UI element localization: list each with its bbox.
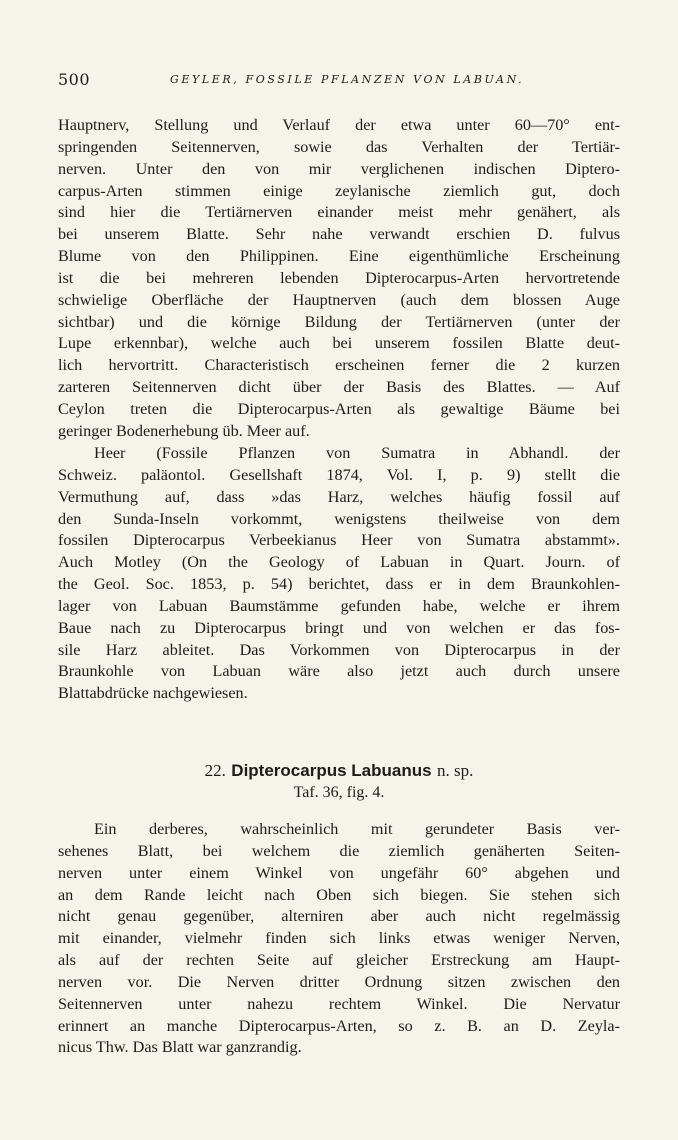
section-heading	[0, 760, 678, 782]
text-line: fossilen Dipterocarpus Verbeekianus Heer von Sumatra abstammt».	[58, 531, 620, 550]
text-line: bei unserem Blatte. Sehr nahe verwandt erschien D. fulvus	[58, 225, 620, 244]
text-line: Lupe erkennbar), welche auch bei unserem fossilen Blatte deut-	[58, 334, 620, 353]
text-line: Blume von den Philippinen. Eine eigenthümliche Erscheinung	[58, 247, 620, 266]
plate-reference: Taf. 36, fig. 4.	[293, 784, 385, 801]
text-line: nerven vor. Die Nerven dritter Ordnung sitzen zwischen den	[58, 972, 620, 991]
text-line: zarteren Seitennerven dicht über der Basis des Blattes. — Auf	[58, 378, 620, 397]
text-line: Hauptnerv, Stellung und Verlauf der etwa unter 60—70° ent-	[58, 116, 620, 134]
text-line: the Geol. Soc. 1853, p. 54) berichtet, dass er in dem Braunkohlen-	[58, 575, 620, 594]
species-name: Dipterocarpus Labuanus	[231, 761, 432, 780]
text-line: Baue nach zu Dipterocarpus bringt und von welchen er das fos-	[58, 618, 620, 637]
running-head: GEYLER, FOSSILE PFLANZEN VON LABUAN.	[170, 73, 525, 86]
text-line: nicht genau gegenüber, alterniren aber auch nicht regelmässig	[58, 907, 620, 926]
text-line: Ein derberes, wahrscheinlich mit gerundeter Basis ver-	[94, 820, 620, 838]
text-line: ist die bei mehreren lebenden Dipterocarpus-Arten hervortretende	[58, 268, 620, 287]
text-line: schwielige Oberfläche der Hauptnerven (auch dem blossen Auge	[58, 290, 620, 309]
text-line: Vermuthung auf, dass »das Harz, welches häufig fossil auf	[58, 487, 620, 506]
text-line: Seitennerven unter nahezu rechtem Winkel. Die Nervatur	[58, 994, 620, 1013]
text-line: den Sunda-Inseln vorkommt, wenigstens theilweise von dem	[58, 509, 620, 528]
species-author: n. sp.	[436, 761, 474, 780]
paragraph-2	[58, 443, 620, 705]
text-line: carpus-Arten stimmen einige zeylanische ziemlich gut, doch	[58, 181, 620, 200]
text-line: erinnert an manche Dipterocarpus-Arten, so z. B. an D. Zeyla-	[58, 1016, 620, 1035]
page-number: 500	[58, 70, 91, 89]
text-line: geringer Bodenerhebung üb. Meer auf.	[58, 421, 310, 440]
text-line: springenden Seitennerven, sowie das Verhalten der Tertiär-	[58, 137, 620, 156]
text-line: nerven. Unter den von mir verglichenen indischen Diptero-	[58, 159, 620, 178]
text-line: mit einander, vielmehr finden sich links etwas weniger Nerven,	[58, 929, 620, 948]
text-line: Auch Motley (On the Geology of Labuan in Quart. Journ. of	[58, 553, 620, 572]
text-line: sichtbar) und die körnige Bildung der Tertiärnerven (unter der	[58, 312, 620, 331]
text-line: Braunkohle von Labuan wäre also jetzt auch durch unsere	[58, 662, 620, 681]
page-header	[58, 70, 626, 92]
text-line: Blattabdrücke nachgewiesen.	[58, 684, 248, 703]
text-line: sehenes Blatt, bei welchem die ziemlich genäherten Seiten-	[58, 841, 620, 860]
text-line: nerven unter einem Winkel von ungefähr 60° abgehen und	[58, 863, 620, 882]
text-line: nicus Thw. Das Blatt war ganzrandig.	[58, 1038, 302, 1057]
paragraph-3	[58, 819, 620, 1059]
text-line: sile Harz ableitet. Das Vorkommen von Dipterocarpus in der	[58, 640, 620, 659]
text-line: an dem Rande leicht nach Oben sich biegen. Sie stehen sich	[58, 885, 620, 904]
text-line: als auf der rechten Seite auf gleicher Erstreckung am Haupt-	[58, 951, 620, 970]
section-number: 22.	[204, 761, 226, 780]
text-line: Heer (Fossile Pflanzen von Sumatra in Abhandl. der	[94, 444, 620, 462]
text-line: lich hervortritt. Characteristisch erscheinen ferner die 2 kurzen	[58, 356, 620, 375]
text-line: Schweiz. paläontol. Gesellshaft 1874, Vol. I, p. 9) stellt die	[58, 465, 620, 484]
text-line: Ceylon treten die Dipterocarpus-Arten als gewaltige Bäume bei	[58, 399, 620, 418]
text-line: lager von Labuan Baumstämme gefunden habe, welche er ihrem	[58, 596, 620, 615]
text-line: sind hier die Tertiärnerven einander meist mehr genähert, als	[58, 203, 620, 222]
paragraph-1	[58, 115, 620, 443]
